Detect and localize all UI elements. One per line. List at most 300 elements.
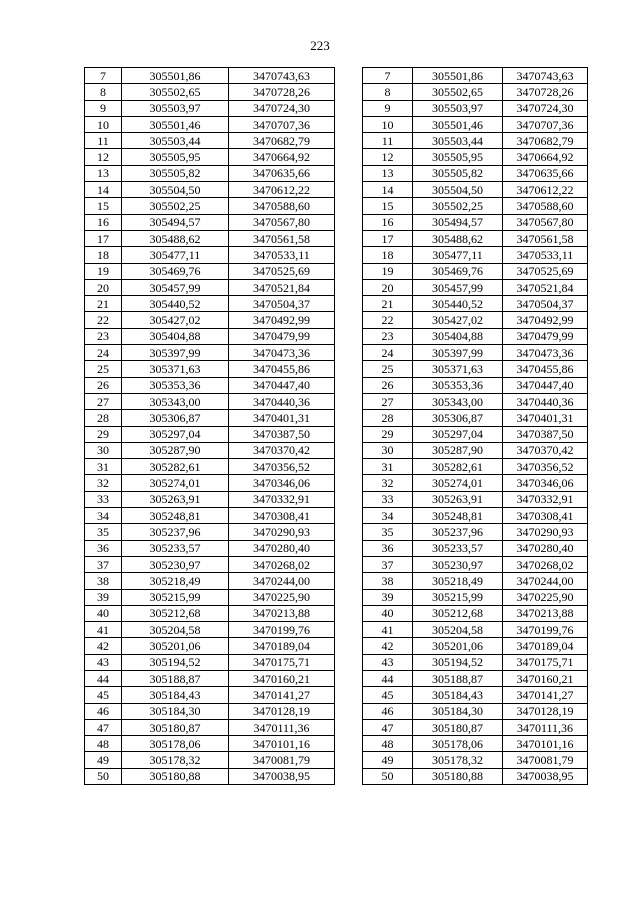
x-coordinate-cell: 305501,86 xyxy=(122,68,229,84)
point-number-cell: 35 xyxy=(85,524,122,540)
point-number-cell: 16 xyxy=(363,214,413,230)
y-coordinate-cell: 3470332,91 xyxy=(503,491,588,507)
table-row xyxy=(363,589,588,605)
table-row xyxy=(363,622,588,638)
point-number-cell: 44 xyxy=(363,670,413,686)
x-coordinate-cell: 305343,00 xyxy=(413,393,503,409)
x-coordinate-cell: 305215,99 xyxy=(413,589,503,605)
table-row xyxy=(85,165,335,181)
table-row xyxy=(85,84,335,100)
y-coordinate-cell: 3470101,16 xyxy=(503,736,588,752)
y-coordinate-cell: 3470635,66 xyxy=(503,165,588,181)
table-row xyxy=(85,556,335,572)
coordinates-table-right xyxy=(362,67,588,785)
x-coordinate-cell: 305343,00 xyxy=(122,393,229,409)
x-coordinate-cell: 305194,52 xyxy=(122,654,229,670)
table-row xyxy=(85,670,335,686)
point-number-cell: 9 xyxy=(363,100,413,116)
point-number-cell: 24 xyxy=(363,345,413,361)
x-coordinate-cell: 305204,58 xyxy=(122,622,229,638)
table-body-left xyxy=(85,68,335,785)
x-coordinate-cell: 305184,30 xyxy=(413,703,503,719)
point-number-cell: 34 xyxy=(363,508,413,524)
point-number-cell: 17 xyxy=(363,230,413,246)
table-row xyxy=(85,361,335,377)
point-number-cell: 36 xyxy=(363,540,413,556)
point-number-cell: 11 xyxy=(363,133,413,149)
x-coordinate-cell: 305440,52 xyxy=(413,296,503,312)
point-number-cell: 32 xyxy=(85,475,122,491)
y-coordinate-cell: 3470447,40 xyxy=(503,377,588,393)
point-number-cell: 9 xyxy=(85,100,122,116)
y-coordinate-cell: 3470244,00 xyxy=(503,573,588,589)
table-row xyxy=(85,605,335,621)
x-coordinate-cell: 305477,11 xyxy=(122,247,229,263)
x-coordinate-cell: 305501,86 xyxy=(413,68,503,84)
x-coordinate-cell: 305215,99 xyxy=(122,589,229,605)
point-number-cell: 12 xyxy=(85,149,122,165)
x-coordinate-cell: 305237,96 xyxy=(122,524,229,540)
y-coordinate-cell: 3470356,52 xyxy=(229,459,335,475)
x-coordinate-cell: 305494,57 xyxy=(122,214,229,230)
point-number-cell: 10 xyxy=(85,116,122,132)
point-number-cell: 8 xyxy=(363,84,413,100)
y-coordinate-cell: 3470533,11 xyxy=(229,247,335,263)
point-number-cell: 45 xyxy=(363,687,413,703)
y-coordinate-cell: 3470213,88 xyxy=(229,605,335,621)
x-coordinate-cell: 305188,87 xyxy=(413,670,503,686)
x-coordinate-cell: 305274,01 xyxy=(413,475,503,491)
table-row xyxy=(85,589,335,605)
table-row xyxy=(85,214,335,230)
table-row xyxy=(85,377,335,393)
y-coordinate-cell: 3470160,21 xyxy=(503,670,588,686)
y-coordinate-cell: 3470561,58 xyxy=(503,230,588,246)
table-row xyxy=(85,230,335,246)
x-coordinate-cell: 305194,52 xyxy=(413,654,503,670)
table-row xyxy=(85,768,335,784)
y-coordinate-cell: 3470479,99 xyxy=(229,328,335,344)
point-number-cell: 18 xyxy=(85,247,122,263)
y-coordinate-cell: 3470280,40 xyxy=(503,540,588,556)
y-coordinate-cell: 3470440,36 xyxy=(503,393,588,409)
y-coordinate-cell: 3470743,63 xyxy=(503,68,588,84)
y-coordinate-cell: 3470504,37 xyxy=(503,296,588,312)
y-coordinate-cell: 3470346,06 xyxy=(229,475,335,491)
point-number-cell: 24 xyxy=(85,345,122,361)
y-coordinate-cell: 3470141,27 xyxy=(503,687,588,703)
table-row xyxy=(363,84,588,100)
point-number-cell: 27 xyxy=(85,393,122,409)
x-coordinate-cell: 305371,63 xyxy=(413,361,503,377)
x-coordinate-cell: 305233,57 xyxy=(122,540,229,556)
point-number-cell: 27 xyxy=(363,393,413,409)
point-number-cell: 33 xyxy=(85,491,122,507)
y-coordinate-cell: 3470225,90 xyxy=(229,589,335,605)
table-row xyxy=(363,68,588,84)
table-row xyxy=(85,116,335,132)
point-number-cell: 40 xyxy=(363,605,413,621)
y-coordinate-cell: 3470387,50 xyxy=(229,426,335,442)
table-row xyxy=(363,116,588,132)
y-coordinate-cell: 3470038,95 xyxy=(229,768,335,784)
table-row xyxy=(85,622,335,638)
point-number-cell: 21 xyxy=(85,296,122,312)
y-coordinate-cell: 3470561,58 xyxy=(229,230,335,246)
x-coordinate-cell: 305180,88 xyxy=(413,768,503,784)
table-row xyxy=(85,703,335,719)
point-number-cell: 41 xyxy=(363,622,413,638)
y-coordinate-cell: 3470101,16 xyxy=(229,736,335,752)
table-row xyxy=(85,687,335,703)
table-row xyxy=(85,736,335,752)
x-coordinate-cell: 305237,96 xyxy=(413,524,503,540)
point-number-cell: 15 xyxy=(85,198,122,214)
y-coordinate-cell: 3470588,60 xyxy=(229,198,335,214)
table-row xyxy=(363,361,588,377)
x-coordinate-cell: 305505,82 xyxy=(122,165,229,181)
y-coordinate-cell: 3470479,99 xyxy=(503,328,588,344)
table-row xyxy=(85,752,335,768)
table-row xyxy=(85,573,335,589)
y-coordinate-cell: 3470268,02 xyxy=(503,556,588,572)
table-row xyxy=(363,296,588,312)
x-coordinate-cell: 305502,65 xyxy=(413,84,503,100)
table-row xyxy=(363,149,588,165)
point-number-cell: 45 xyxy=(85,687,122,703)
table-row xyxy=(363,736,588,752)
point-number-cell: 28 xyxy=(85,410,122,426)
table-row xyxy=(85,459,335,475)
y-coordinate-cell: 3470521,84 xyxy=(229,279,335,295)
x-coordinate-cell: 305287,90 xyxy=(122,442,229,458)
point-number-cell: 50 xyxy=(363,768,413,784)
x-coordinate-cell: 305503,97 xyxy=(413,100,503,116)
x-coordinate-cell: 305503,44 xyxy=(413,133,503,149)
y-coordinate-cell: 3470401,31 xyxy=(229,410,335,426)
x-coordinate-cell: 305353,36 xyxy=(413,377,503,393)
y-coordinate-cell: 3470081,79 xyxy=(229,752,335,768)
y-coordinate-cell: 3470447,40 xyxy=(229,377,335,393)
y-coordinate-cell: 3470401,31 xyxy=(503,410,588,426)
x-coordinate-cell: 305218,49 xyxy=(122,573,229,589)
y-coordinate-cell: 3470682,79 xyxy=(503,133,588,149)
table-row xyxy=(85,345,335,361)
point-number-cell: 21 xyxy=(363,296,413,312)
x-coordinate-cell: 305503,97 xyxy=(122,100,229,116)
point-number-cell: 50 xyxy=(85,768,122,784)
x-coordinate-cell: 305457,99 xyxy=(413,279,503,295)
x-coordinate-cell: 305477,11 xyxy=(413,247,503,263)
y-coordinate-cell: 3470189,04 xyxy=(229,638,335,654)
y-coordinate-cell: 3470724,30 xyxy=(503,100,588,116)
y-coordinate-cell: 3470387,50 xyxy=(503,426,588,442)
table-row xyxy=(363,100,588,116)
table-row xyxy=(85,638,335,654)
x-coordinate-cell: 305188,87 xyxy=(122,670,229,686)
table-row xyxy=(363,263,588,279)
table-row xyxy=(85,100,335,116)
x-coordinate-cell: 305457,99 xyxy=(122,279,229,295)
table-row xyxy=(85,410,335,426)
y-coordinate-cell: 3470492,99 xyxy=(229,312,335,328)
point-number-cell: 25 xyxy=(363,361,413,377)
table-row xyxy=(363,491,588,507)
y-coordinate-cell: 3470521,84 xyxy=(503,279,588,295)
y-coordinate-cell: 3470141,27 xyxy=(229,687,335,703)
y-coordinate-cell: 3470290,93 xyxy=(503,524,588,540)
y-coordinate-cell: 3470707,36 xyxy=(503,116,588,132)
table-row xyxy=(85,312,335,328)
point-number-cell: 20 xyxy=(363,279,413,295)
y-coordinate-cell: 3470081,79 xyxy=(503,752,588,768)
point-number-cell: 46 xyxy=(363,703,413,719)
point-number-cell: 22 xyxy=(363,312,413,328)
y-coordinate-cell: 3470308,41 xyxy=(229,508,335,524)
y-coordinate-cell: 3470525,69 xyxy=(503,263,588,279)
x-coordinate-cell: 305488,62 xyxy=(413,230,503,246)
y-coordinate-cell: 3470356,52 xyxy=(503,459,588,475)
x-coordinate-cell: 305212,68 xyxy=(413,605,503,621)
point-number-cell: 25 xyxy=(85,361,122,377)
table-row xyxy=(363,182,588,198)
table-row xyxy=(85,149,335,165)
table-row xyxy=(85,68,335,84)
x-coordinate-cell: 305184,43 xyxy=(122,687,229,703)
table-row xyxy=(363,393,588,409)
y-coordinate-cell: 3470225,90 xyxy=(503,589,588,605)
point-number-cell: 8 xyxy=(85,84,122,100)
table-row xyxy=(85,475,335,491)
point-number-cell: 39 xyxy=(85,589,122,605)
y-coordinate-cell: 3470038,95 xyxy=(503,768,588,784)
x-coordinate-cell: 305180,87 xyxy=(122,719,229,735)
table-row xyxy=(363,670,588,686)
x-coordinate-cell: 305287,90 xyxy=(413,442,503,458)
y-coordinate-cell: 3470128,19 xyxy=(503,703,588,719)
point-number-cell: 41 xyxy=(85,622,122,638)
x-coordinate-cell: 305201,06 xyxy=(413,638,503,654)
point-number-cell: 31 xyxy=(85,459,122,475)
x-coordinate-cell: 305427,02 xyxy=(413,312,503,328)
point-number-cell: 47 xyxy=(363,719,413,735)
point-number-cell: 31 xyxy=(363,459,413,475)
point-number-cell: 46 xyxy=(85,703,122,719)
table-row xyxy=(363,475,588,491)
x-coordinate-cell: 305503,44 xyxy=(122,133,229,149)
point-number-cell: 33 xyxy=(363,491,413,507)
point-number-cell: 43 xyxy=(85,654,122,670)
table-row xyxy=(85,328,335,344)
y-coordinate-cell: 3470635,66 xyxy=(229,165,335,181)
x-coordinate-cell: 305502,25 xyxy=(413,198,503,214)
table-row xyxy=(363,442,588,458)
x-coordinate-cell: 305505,82 xyxy=(413,165,503,181)
point-number-cell: 37 xyxy=(85,556,122,572)
table-row xyxy=(85,524,335,540)
y-coordinate-cell: 3470175,71 xyxy=(503,654,588,670)
x-coordinate-cell: 305282,61 xyxy=(413,459,503,475)
x-coordinate-cell: 305178,06 xyxy=(122,736,229,752)
y-coordinate-cell: 3470588,60 xyxy=(503,198,588,214)
table-row xyxy=(85,442,335,458)
x-coordinate-cell: 305494,57 xyxy=(413,214,503,230)
table-row xyxy=(85,393,335,409)
y-coordinate-cell: 3470213,88 xyxy=(503,605,588,621)
table-row xyxy=(85,263,335,279)
y-coordinate-cell: 3470473,36 xyxy=(503,345,588,361)
x-coordinate-cell: 305218,49 xyxy=(413,573,503,589)
point-number-cell: 20 xyxy=(85,279,122,295)
x-coordinate-cell: 305469,76 xyxy=(122,263,229,279)
table-row xyxy=(85,508,335,524)
point-number-cell: 38 xyxy=(363,573,413,589)
x-coordinate-cell: 305263,91 xyxy=(122,491,229,507)
x-coordinate-cell: 305306,87 xyxy=(413,410,503,426)
table-row xyxy=(363,426,588,442)
point-number-cell: 29 xyxy=(363,426,413,442)
point-number-cell: 44 xyxy=(85,670,122,686)
y-coordinate-cell: 3470346,06 xyxy=(503,475,588,491)
table-row xyxy=(363,524,588,540)
point-number-cell: 30 xyxy=(85,442,122,458)
y-coordinate-cell: 3470440,36 xyxy=(229,393,335,409)
x-coordinate-cell: 305397,99 xyxy=(413,345,503,361)
table-row xyxy=(363,133,588,149)
x-coordinate-cell: 305263,91 xyxy=(413,491,503,507)
x-coordinate-cell: 305504,50 xyxy=(413,182,503,198)
table-row xyxy=(363,752,588,768)
table-row xyxy=(85,719,335,735)
x-coordinate-cell: 305501,46 xyxy=(413,116,503,132)
table-row xyxy=(85,296,335,312)
y-coordinate-cell: 3470612,22 xyxy=(229,182,335,198)
y-coordinate-cell: 3470664,92 xyxy=(229,149,335,165)
point-number-cell: 37 xyxy=(363,556,413,572)
point-number-cell: 43 xyxy=(363,654,413,670)
table-row xyxy=(363,540,588,556)
point-number-cell: 13 xyxy=(363,165,413,181)
y-coordinate-cell: 3470308,41 xyxy=(503,508,588,524)
y-coordinate-cell: 3470199,76 xyxy=(503,622,588,638)
table-row xyxy=(363,198,588,214)
table-row xyxy=(85,182,335,198)
y-coordinate-cell: 3470492,99 xyxy=(503,312,588,328)
y-coordinate-cell: 3470612,22 xyxy=(503,182,588,198)
table-row xyxy=(363,605,588,621)
x-coordinate-cell: 305184,43 xyxy=(413,687,503,703)
y-coordinate-cell: 3470199,76 xyxy=(229,622,335,638)
table-row xyxy=(363,214,588,230)
y-coordinate-cell: 3470290,93 xyxy=(229,524,335,540)
table-row xyxy=(363,345,588,361)
point-number-cell: 23 xyxy=(85,328,122,344)
x-coordinate-cell: 305297,04 xyxy=(122,426,229,442)
table-row xyxy=(363,768,588,784)
point-number-cell: 30 xyxy=(363,442,413,458)
table-row xyxy=(363,654,588,670)
y-coordinate-cell: 3470111,36 xyxy=(503,719,588,735)
table-row xyxy=(85,540,335,556)
point-number-cell: 14 xyxy=(363,182,413,198)
x-coordinate-cell: 305180,88 xyxy=(122,768,229,784)
y-coordinate-cell: 3470728,26 xyxy=(229,84,335,100)
y-coordinate-cell: 3470567,80 xyxy=(503,214,588,230)
y-coordinate-cell: 3470682,79 xyxy=(229,133,335,149)
point-number-cell: 26 xyxy=(85,377,122,393)
table-row xyxy=(363,312,588,328)
table-row xyxy=(363,719,588,735)
x-coordinate-cell: 305505,95 xyxy=(413,149,503,165)
table-row xyxy=(363,247,588,263)
x-coordinate-cell: 305230,97 xyxy=(413,556,503,572)
point-number-cell: 35 xyxy=(363,524,413,540)
x-coordinate-cell: 305440,52 xyxy=(122,296,229,312)
point-number-cell: 15 xyxy=(363,198,413,214)
table-row xyxy=(363,279,588,295)
x-coordinate-cell: 305505,95 xyxy=(122,149,229,165)
x-coordinate-cell: 305248,81 xyxy=(122,508,229,524)
x-coordinate-cell: 305306,87 xyxy=(122,410,229,426)
x-coordinate-cell: 305184,30 xyxy=(122,703,229,719)
table-body-right xyxy=(363,68,588,785)
x-coordinate-cell: 305404,88 xyxy=(122,328,229,344)
x-coordinate-cell: 305204,58 xyxy=(413,622,503,638)
point-number-cell: 7 xyxy=(363,68,413,84)
x-coordinate-cell: 305201,06 xyxy=(122,638,229,654)
table-row xyxy=(363,377,588,393)
point-number-cell: 32 xyxy=(363,475,413,491)
x-coordinate-cell: 305397,99 xyxy=(122,345,229,361)
point-number-cell: 42 xyxy=(363,638,413,654)
point-number-cell: 26 xyxy=(363,377,413,393)
y-coordinate-cell: 3470128,19 xyxy=(229,703,335,719)
point-number-cell: 49 xyxy=(85,752,122,768)
point-number-cell: 11 xyxy=(85,133,122,149)
table-row xyxy=(85,491,335,507)
y-coordinate-cell: 3470533,11 xyxy=(503,247,588,263)
y-coordinate-cell: 3470724,30 xyxy=(229,100,335,116)
table-row xyxy=(85,426,335,442)
y-coordinate-cell: 3470111,36 xyxy=(229,719,335,735)
y-coordinate-cell: 3470473,36 xyxy=(229,345,335,361)
x-coordinate-cell: 305501,46 xyxy=(122,116,229,132)
y-coordinate-cell: 3470567,80 xyxy=(229,214,335,230)
point-number-cell: 19 xyxy=(363,263,413,279)
table-row xyxy=(363,687,588,703)
point-number-cell: 19 xyxy=(85,263,122,279)
y-coordinate-cell: 3470504,37 xyxy=(229,296,335,312)
x-coordinate-cell: 305178,32 xyxy=(413,752,503,768)
point-number-cell: 47 xyxy=(85,719,122,735)
y-coordinate-cell: 3470728,26 xyxy=(503,84,588,100)
y-coordinate-cell: 3470455,86 xyxy=(503,361,588,377)
point-number-cell: 48 xyxy=(85,736,122,752)
table-row xyxy=(363,508,588,524)
y-coordinate-cell: 3470743,63 xyxy=(229,68,335,84)
point-number-cell: 13 xyxy=(85,165,122,181)
point-number-cell: 39 xyxy=(363,589,413,605)
point-number-cell: 18 xyxy=(363,247,413,263)
x-coordinate-cell: 305274,01 xyxy=(122,475,229,491)
point-number-cell: 7 xyxy=(85,68,122,84)
y-coordinate-cell: 3470707,36 xyxy=(229,116,335,132)
y-coordinate-cell: 3470664,92 xyxy=(503,149,588,165)
y-coordinate-cell: 3470370,42 xyxy=(229,442,335,458)
y-coordinate-cell: 3470244,00 xyxy=(229,573,335,589)
x-coordinate-cell: 305371,63 xyxy=(122,361,229,377)
x-coordinate-cell: 305297,04 xyxy=(413,426,503,442)
